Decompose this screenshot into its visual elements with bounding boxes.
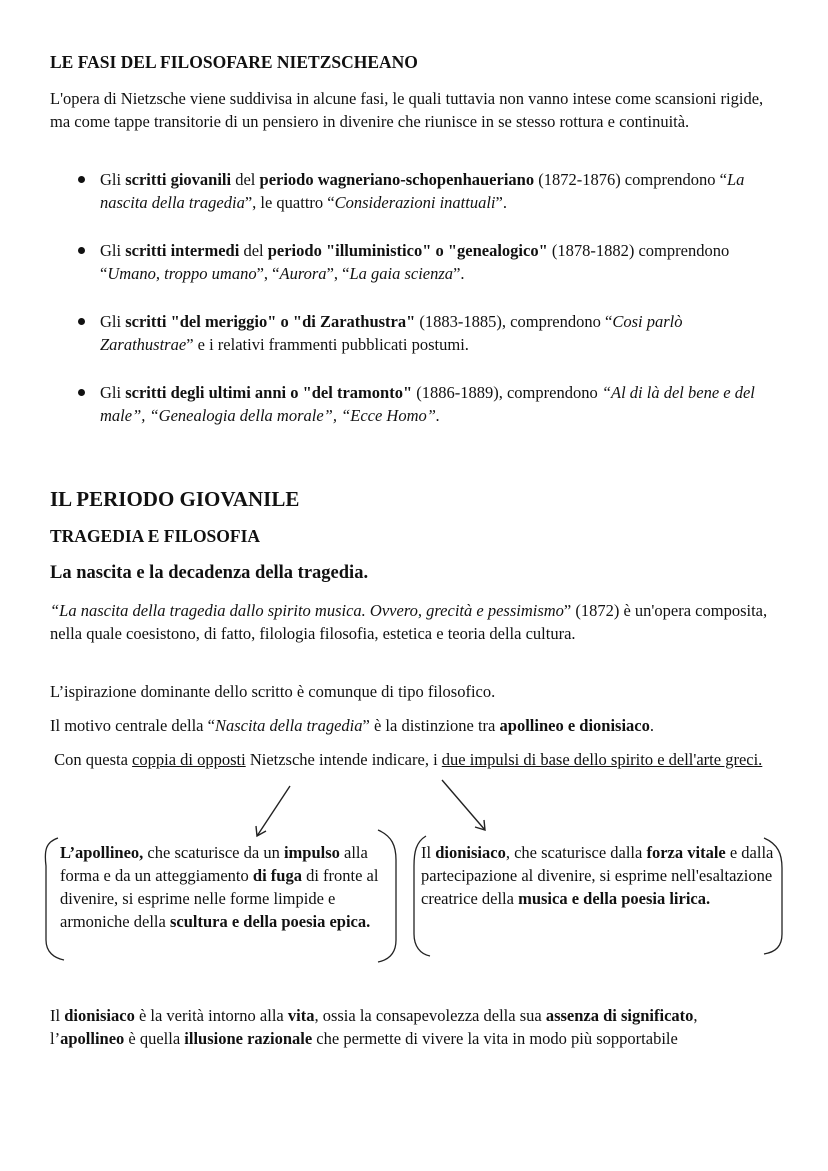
phase-item: Gli scritti "del meriggio" o "di Zarathustra" (1883-1885), comprendono “Cosi parlò Zarathustrae” e i relativi frammenti pubblicati postumi.: [50, 310, 780, 356]
phase-item: Gli scritti intermedi del periodo "illuministico" o "genealogico" (1878-1882) comprendono “Umano, troppo umano”, “Aurora”, “La gaia scienza”.: [50, 239, 780, 285]
phase-item: Gli scritti giovanili del periodo wagneriano-schopenhaueriano (1872-1876) comprendono “La nascita della tragedia”, le quattro “Considerazioni inattuali”.: [50, 168, 780, 214]
arrow-left-icon: [256, 786, 290, 836]
paragraph-opposites: Con questa coppia di opposti Nietzsche intende indicare, i due impulsi di base dello spirito e dell'arte greci.: [50, 750, 763, 769]
section-title-phases: LE FASI DEL FILOSOFARE NIETZSCHEANO: [50, 52, 418, 72]
subtitle-tragedy-philosophy: TRAGEDIA E FILOSOFIA: [50, 526, 261, 546]
paragraph-birth-tragedy: “La nascita della tragedia dallo spirito musica. Ovvero, grecità e pessimismo” (1872) è un'opera composita, nella quale coesistono, di fatto, filologia filosofia, estetica e teoria della cultura.: [50, 601, 768, 643]
arrow-right-icon: [442, 780, 485, 830]
phase-item: Gli scritti degli ultimi anni o "del tramonto" (1886-1889), comprendono “Al di là del bene e del male”, “Genealogia della morale”, “Ecce Homo”.: [50, 381, 780, 427]
paragraph-central-motif: Il motivo centrale della “Nascita della tragedia” è la distinzione tra apollineo e dionisiaco.: [50, 716, 654, 735]
apollineo-box: L’apollineo, che scaturisce da un impulso alla forma e da un atteggiamento di fuga di fronte al divenire, si esprime nelle forme limpide e armoniche della scultura e della poesia epica.: [60, 843, 379, 931]
heading-birth-decadence: La nascita e la decadenza della tragedia.: [50, 563, 369, 583]
paragraph-conclusion: Il dionisiaco è la verità intorno alla vita, ossia la consapevolezza della sua assenza di significato, l’apollineo è quella illusione razionale che permette di vivere la vita in modo più sopportabile: [50, 1006, 698, 1048]
paragraph-inspiration: L’ispirazione dominante dello scritto è comunque di tipo filosofico.: [50, 682, 496, 701]
section-title-young-period: IL PERIODO GIOVANILE: [50, 487, 300, 511]
intro-paragraph: L'opera di Nietzsche viene suddivisa in alcune fasi, le quali tuttavia non vanno intese come scansioni rigide, ma come tappe transitorie di un pensiero in divenire che riunisce in se stesso rottura e continuità.: [50, 89, 764, 131]
dionisiaco-box: Il dionisiaco, che scaturisce dalla forza vitale e dalla partecipazione al divenire, si esprime nell'esaltazione creatrice della musica e della poesia lirica.: [421, 843, 774, 908]
